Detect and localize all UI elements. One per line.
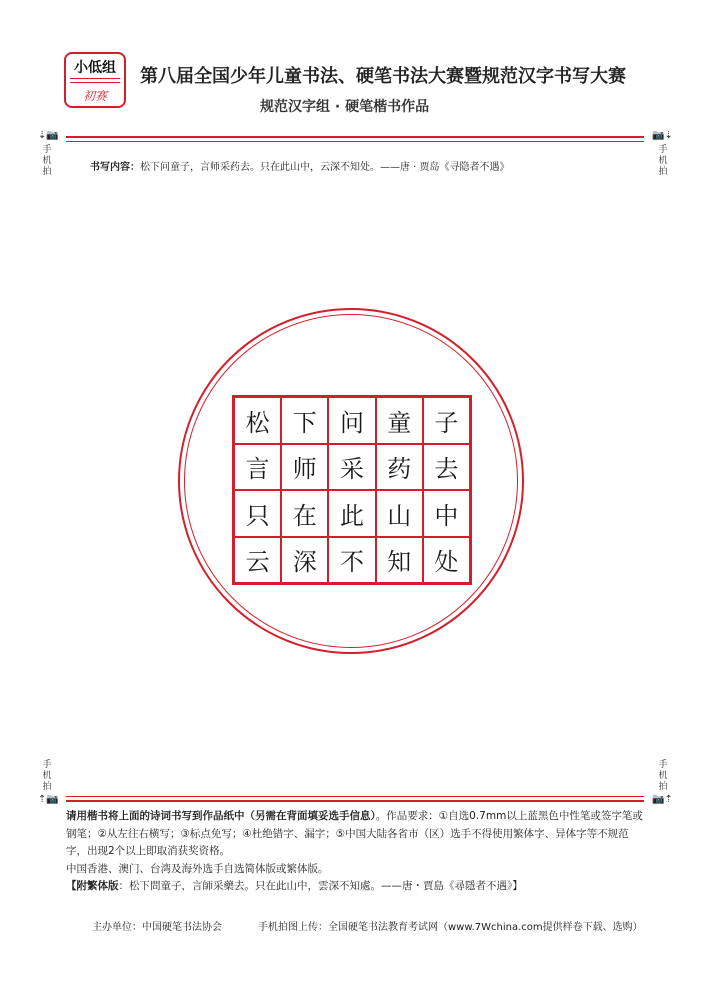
badge-divider (70, 78, 120, 79)
grid-character: 云 (234, 537, 281, 584)
grid-character: 此 (328, 490, 375, 537)
instructions-lead: 请用楷书将上面的诗词书写到作品纸中（另需在背面填妥选手信息） (66, 810, 376, 822)
grid-character: 深 (281, 537, 328, 584)
top-rule-thin (66, 141, 644, 142)
badge-divider (70, 82, 120, 83)
side-label-right-bottom: 手机拍 (658, 760, 668, 792)
badge-level: 小低组 (74, 60, 116, 76)
camera-icon: ⇡📷 (38, 794, 59, 805)
grid-character: 不 (328, 537, 375, 584)
traditional-label: 【附繁体版 (66, 880, 119, 892)
bottom-rule-thin (66, 796, 644, 797)
writing-content-label: 书写内容： (90, 162, 140, 173)
grid-character: 山 (376, 490, 423, 537)
upload-info: 手机拍图上传：全国硬笔书法教育考试网（www.7Wchina.com提供样卷下载、选购） (258, 922, 643, 933)
badge-stage: 初赛 (82, 89, 107, 103)
camera-icon: 📷⇡ (652, 794, 673, 805)
grid-character: 问 (328, 397, 375, 444)
side-label-right-top: 手机拍 (658, 145, 668, 177)
writing-content-text: 松下问童子，言师采药去。只在此山中，云深不知处。——唐 · 贾岛《寻隐者不遇》 (140, 162, 510, 173)
grid-character: 只 (234, 490, 281, 537)
organizer: 主办单位：中国硬笔书法协会 (92, 922, 222, 933)
grid-character: 知 (376, 537, 423, 584)
camera-icon: 📷⇣ (652, 130, 673, 141)
writing-grid (232, 395, 472, 585)
page-title: 第八届全国少年儿童书法、硬笔书法大赛暨规范汉字书写大赛 (140, 66, 626, 87)
grid-character: 中 (423, 490, 470, 537)
grid-character: 松 (234, 397, 281, 444)
grid-character: 言 (234, 444, 281, 491)
side-label-left-top: 手机拍 (42, 145, 52, 177)
grid-character: 药 (376, 444, 423, 491)
grid-character: 下 (281, 397, 328, 444)
page-subtitle: 规范汉字组 · 硬笔楷书作品 (260, 99, 430, 115)
grid-character: 子 (423, 397, 470, 444)
grid-character: 师 (281, 444, 328, 491)
camera-icon: ⇣📷 (38, 130, 59, 141)
grid-character: 在 (281, 490, 328, 537)
instructions-rest: 。作品要求：①自选0.7mm以上蓝黑色中性笔或签字笔或钢笔；②从左往右横写；③标点免写；④杜绝错字、漏字；⑤中国大陆各省市（区）选手不得使用繁体字、异体字等不规范字，出现2个以上即取消获奖资格。 (66, 810, 643, 857)
side-label-left-bottom: 手机拍 (42, 760, 52, 792)
instructions (66, 808, 646, 896)
grid-character: 采 (328, 444, 375, 491)
level-badge (64, 52, 126, 108)
instructions-line2: 中国香港、澳门、台湾及海外选手自选简体版或繁体版。 (66, 862, 329, 875)
grid-character: 童 (376, 397, 423, 444)
grid-character: 去 (423, 444, 470, 491)
top-rule (66, 136, 644, 138)
writing-content (90, 158, 510, 173)
grid-character: 处 (423, 537, 470, 584)
bottom-rule (66, 800, 644, 802)
traditional-text: ：松下問童子，言師采藥去。只在此山中，雲深不知處。——唐・賈島《尋隱者不遇》】 (118, 880, 523, 892)
